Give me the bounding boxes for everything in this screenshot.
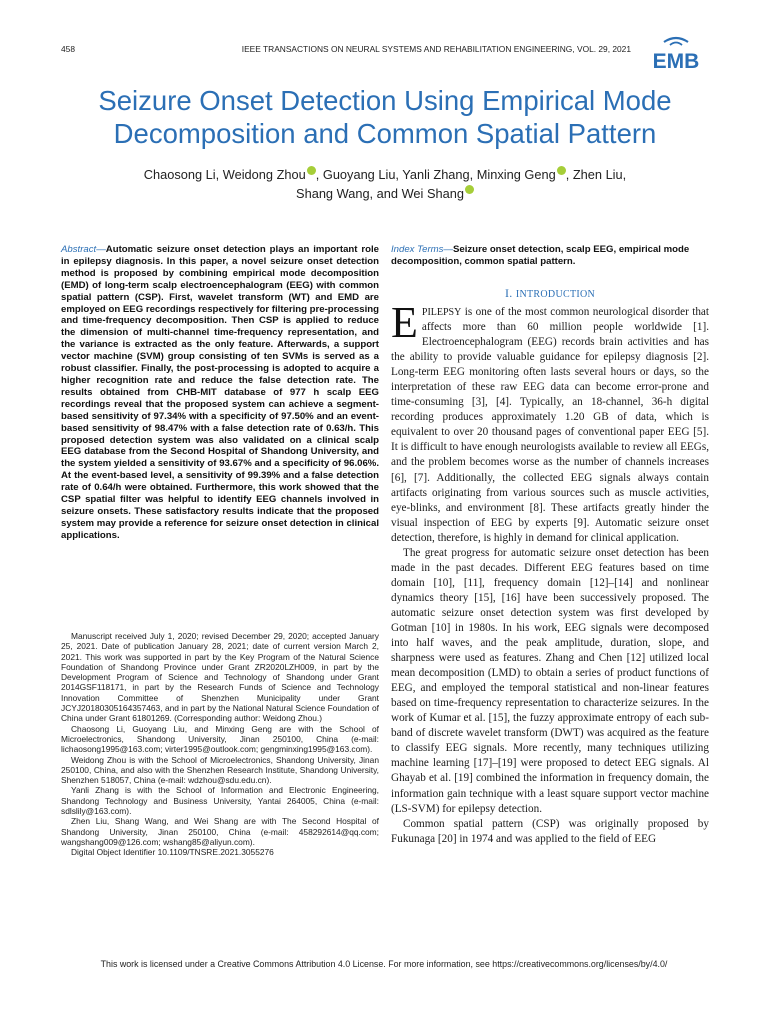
introduction-body <box>391 298 709 847</box>
orcid-icon[interactable] <box>465 185 474 194</box>
section-number: I. <box>504 286 516 300</box>
orcid-icon[interactable] <box>307 166 316 175</box>
affiliation-note: Weidong Zhou is with the School of Microelectronics, Shandong University, Jinan 250100, China, and also with the Shenzhen Research Institute, Shandong University, Shenzhen 518057, China (e-mail: wdzhou@sdu.edu.cn). <box>61 754 379 786</box>
doi-note: Digital Object Identifier 10.1109/TNSRE.2021.3055276 <box>71 847 274 858</box>
paragraph: The great progress for automatic seizure onset detection has been made in the past decades. Different EEG features based on time domain [10], [11], frequency domain [12]–[14] and nonlinear dynamics theory [15], [16] have been successively proposed. The automatic seizure onset detection system was first developed by Gotman [10] in 1980s. In his work, EEG signals were decomposed into half waves, and the peak amplitude, duration, slope, and sharpness were used as features. Zhang and Chen [12] utilized local mean decomposition (LMD) to obtain a series of product functions of EEG, and employed the temporal statistical and non-linear features based on time-frequency representation to characterize seizures. In the work of Kumar et al. [15], the fuzzy approximate entropy of each sub-band of discrete wavelet transform (DWT) was acquired as the feature to classify EEG signals. More recently, many techniques utilizing machine learning [17]–[19] were proposed to detect EEG signals. Al Ghayab et al. [19] combined the information in frequency domain, the information gain technique with a least square support vector machine (LS-SVM) for epilepsy detection. <box>391 546 709 815</box>
author-names-3: , Zhen Liu, <box>565 167 627 182</box>
paper-title: Seizure Onset Detection Using Empirical Mode Decomposition and Common Spatial Pattern <box>98 85 672 149</box>
journal-name: IEEE TRANSACTIONS ON NEURAL SYSTEMS AND REHABILITATION ENGINEERING, VOL. 29, 2021 <box>241 44 631 54</box>
page-number: 458 <box>61 44 75 54</box>
author-names-4: Shang Wang, and Wei Shang <box>296 186 464 201</box>
section-heading <box>391 286 709 301</box>
logo-text: EMB <box>652 50 700 73</box>
author-names-1: Chaosong Li, Weidong Zhou <box>143 167 306 182</box>
abstract <box>61 244 379 542</box>
orcid-icon[interactable] <box>557 166 566 175</box>
paragraph: Common spatial pattern (CSP) was originally proposed by Fukunaga [20] in 1974 and was applied to the field of EEG <box>391 817 709 845</box>
footnotes <box>61 631 379 858</box>
paragraph-text: is one of the most common neurological disorder that affects more than 60 million people worldwide [1]. Electroencephalogram (EEG) records brain activities and has the ability to provide valuable guidance for epilepsy diagnosis [2]. Long-term EEG monitoring often lasts several hours or days, so the interpretation of these raw EEG data can become error-prone and time-consuming [3], [4]. Typically, an 18-channel, 36-h digital recording produces approximately 1.20 GB of data, which is equivalent to over 20 thousand pages of conventional paper EEG [5]. It is difficult to have enough neurologists available to review all EEGs, and the problem becomes worse as the number of channels increases [6], [7]. Additionally, the collected EEG signals always contain artifacts originating from various sources such as muscle activities, eye-blinks, and environment [8]. These artifacts greatly hinder the visual inspection of EEG by experts [9]. Automatic seizure onset detection, therefore, is highly in demand for clinical application. <box>391 306 709 544</box>
author-list <box>60 165 710 203</box>
affiliation-note: Zhen Liu, Shang Wang, and Wei Shang are with The Second Hospital of Shandong University, Jinan 250100, China (e-mail: 458292614@qq.com; wangshang009@126.com; wshang85@aliyun.com). <box>61 816 379 847</box>
left-column <box>61 244 379 542</box>
paragraph <box>391 298 709 546</box>
affiliation-note: Chaosong Li, Guoyang Liu, and Minxing Geng are with the School of Microelectronics, Shandong University, Jinan 250100, China (e-mail: lichaosong1995@163.com; virter1995@outlook.com; gengminxing1995@163.com). <box>61 723 379 755</box>
index-terms <box>391 244 709 268</box>
manuscript-note: Manuscript received July 1, 2020; revised December 29, 2020; accepted January 25, 2021. Date of publication January 28, 2021; date of current version March 2, 2021. This work was supported in part by the Key Program of the Natural Science Foundation of Shandong Province under Grant ZR2020LZH009, in part by the Development Program of Science and Technology of Shandong under Grant 2014GSF118171, in part by the Research Funds of Science and Technology Innovation Committee of Shenzhen Municipality under Grant JCYJ20180305164357463, and in part by the National Natural Science Foundation of China under Grant 61801269. (Corresponding author: Weidong Zhou.) <box>61 631 379 724</box>
index-terms-text: Seizure onset detection, scalp EEG, empirical mode decomposition, common spatial pattern. <box>391 244 690 267</box>
author-names-2: , Guoyang Liu, Yanli Zhang, Minxing Geng <box>315 167 556 182</box>
right-column <box>391 244 709 847</box>
section-title: INTRODUCTION <box>515 289 596 300</box>
affiliation-note: Yanli Zhang is with the School of Information and Electronic Engineering, Shandong Technology and Business University, Yantai 264005, China (e-mail: sdlslily@163.com). <box>61 785 379 817</box>
emb-logo <box>646 36 706 76</box>
index-terms-label: Index Terms— <box>391 244 454 255</box>
abstract-label: Abstract— <box>61 244 106 255</box>
license-footer: This work is licensed under a Creative Commons Attribution 4.0 License. For more information, see https://creativecommons.org/licenses/by/4.0/ <box>100 959 668 969</box>
drop-cap: E <box>391 298 418 347</box>
running-header <box>61 44 631 54</box>
lead-word: PILEPSY <box>421 307 462 318</box>
abstract-text: Automatic seizure onset detection plays an important role in epilepsy diagnosis. In this paper, a novel seizure onset detection method is proposed by combining empirical mode decomposition (EMD) of long-term scalp electroencephalogram (EEG) with common spatial pattern (CSP). First, wavelet transform (WT) and EMD are employed on EEG recordings respectively for filtering pre-processing and time-frequency decomposition. Then CSP is applied to reduce the dimension of multi-channel time-frequency representation, and the variance is extracted as the only feature. Afterwards, a support vector machine (SVM) group consisting of ten SVMs is served as a robust classifier. Finally, the post-processing is adopted to acquire a higher recognition rate and reduce the false detection rate. The results obtained from CHB-MIT database of 977 h scalp EEG recordings reveal that the proposed system can achieve a segment-based sensitivity of 97.34% with a specificity of 97.50% and an event-based sensitivity of 98.47% with a false detection rate of 0.63/h. This proposed detection system was also validated on a clinical scalp EEG database from the Second Hospital of Shandong University, and the system yielded a sensitivity of 93.67% and a specificity of 96.06%. At the event-based level, a sensitivity of 99.39% and a false detection rate of 0.64/h were obtained. Furthermore, this work showed that the CSP spatial filter was helpful to identify EEG channels involved in seizure onsets. These satisfactory results indicate that the proposed system may provide a reference for seizure onset detection in clinical applications. <box>61 244 379 541</box>
